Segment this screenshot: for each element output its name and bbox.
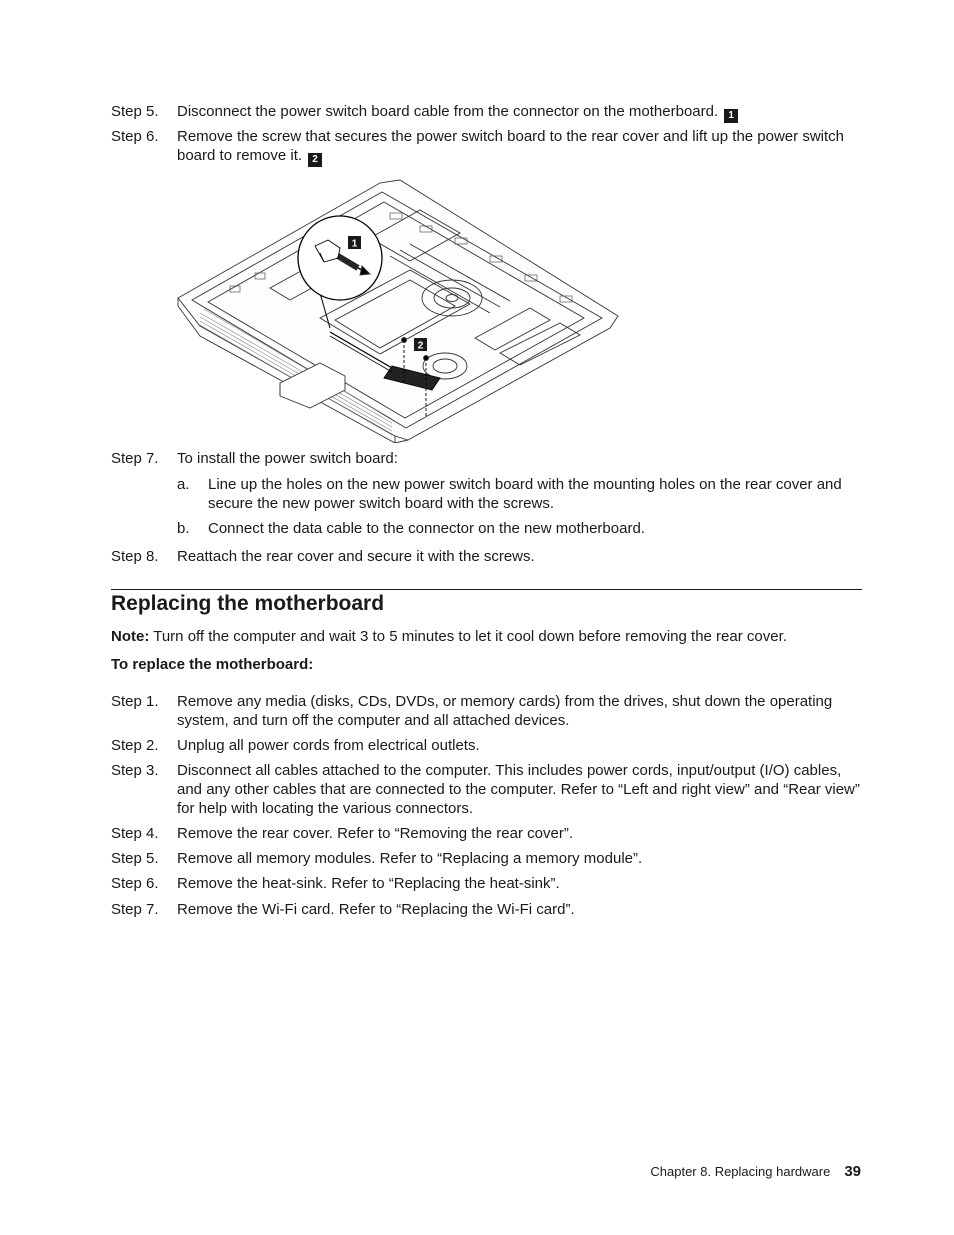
power-switch-board-illustration <box>170 178 625 443</box>
step-7-wifi <box>111 900 863 919</box>
step-number: Step 8. <box>111 548 159 565</box>
substep-letter: a. <box>177 476 190 493</box>
chapter-label: Chapter 8. Replacing hardware <box>650 1164 831 1179</box>
step-number: Step 4. <box>111 825 159 842</box>
note-label: Note: <box>111 628 150 645</box>
note-text: Turn off the computer and wait 3 to 5 minutes to let it cool down before removing the rear cover. <box>153 628 787 645</box>
figure-callout-1: 1 <box>351 238 358 250</box>
step-text: Remove all memory modules. Refer to “Replacing a memory module”. <box>177 850 643 867</box>
page-footer <box>650 1163 861 1180</box>
callout-1-badge: 1 <box>724 109 738 123</box>
step-text: Disconnect all cables attached to the computer. This includes power cords, input/output (I/O) cables, and any other cables that are connected to the computer. Refer to “Left and right view” and “Rear view” for help with locating the various connectors. <box>177 762 860 817</box>
callout-2-badge: 2 <box>308 153 322 167</box>
step-number: Step 7. <box>111 901 159 918</box>
substep-b <box>177 519 863 538</box>
step-5-power-cable <box>111 102 863 123</box>
page-number: 39 <box>844 1163 861 1180</box>
step-1-remove-media <box>111 692 863 730</box>
substep-text: Line up the holes on the new power switch board with the mounting holes on the rear cover and secure the new power switch board with the screws. <box>208 476 842 512</box>
section-divider <box>111 589 862 590</box>
step-4-rear-cover <box>111 824 863 843</box>
note <box>111 627 863 646</box>
step-text: Reattach the rear cover and secure it with the screws. <box>177 548 535 565</box>
step-text: To install the power switch board: <box>177 450 398 467</box>
step-2-unplug <box>111 736 863 755</box>
step-text: Remove the rear cover. Refer to “Removing the rear cover”. <box>177 825 573 842</box>
step-number: Step 1. <box>111 693 159 710</box>
step-number: Step 6. <box>111 128 159 145</box>
procedure-title: To replace the motherboard: <box>111 656 314 673</box>
figure-callout-2: 2 <box>417 340 424 352</box>
step-text: Disconnect the power switch board cable from the connector on the motherboard. <box>177 103 719 120</box>
step-number: Step 7. <box>111 450 159 467</box>
step-5-memory <box>111 849 863 868</box>
step-text: Unplug all power cords from electrical outlets. <box>177 737 480 754</box>
substep-text: Connect the data cable to the connector on the new motherboard. <box>208 520 645 537</box>
step-6-heat-sink <box>111 874 863 893</box>
step-number: Step 5. <box>111 850 159 867</box>
step-8-reattach <box>111 547 863 566</box>
section-title: Replacing the motherboard <box>111 592 385 615</box>
step-3-disconnect-cables <box>111 761 863 818</box>
step-number: Step 5. <box>111 103 159 120</box>
substep-letter: b. <box>177 520 190 537</box>
step-7-install <box>111 449 863 468</box>
step-number: Step 2. <box>111 737 159 754</box>
step-text: Remove the Wi-Fi card. Refer to “Replacing the Wi-Fi card”. <box>177 901 575 918</box>
step-number: Step 6. <box>111 875 159 892</box>
step-text: Remove the heat-sink. Refer to “Replacing the heat-sink”. <box>177 875 560 892</box>
step-text: Remove any media (disks, CDs, DVDs, or memory cards) from the drives, shut down the operating system, and turn off the computer and all attached devices. <box>177 693 833 729</box>
substep-a <box>177 475 863 513</box>
step-6-remove-screw <box>111 127 863 167</box>
step-number: Step 3. <box>111 762 159 779</box>
step-text: Remove the screw that secures the power switch board to the rear cover and lift up the power switch board to remove it. <box>177 128 844 164</box>
